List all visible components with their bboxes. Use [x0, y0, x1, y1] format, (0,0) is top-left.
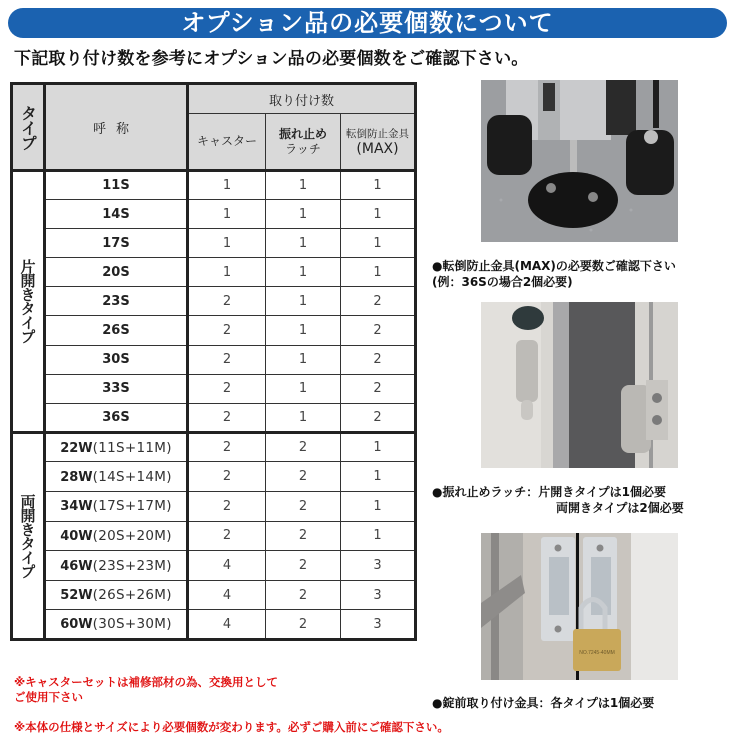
- model-composition: (14S+14M): [92, 468, 172, 485]
- latch-count: 1: [266, 345, 341, 374]
- model-code: 52W: [60, 588, 93, 604]
- anti-tip-count: 1: [341, 492, 416, 522]
- anti-tip-count: 2: [341, 316, 416, 345]
- table-row: [12, 580, 416, 610]
- padlock-engraving: NO.7245-40MM: [579, 650, 615, 656]
- model-name-cell: [45, 229, 188, 258]
- model-code: 46W: [60, 558, 93, 574]
- model-name-cell: [45, 287, 188, 316]
- caster-count: 4: [188, 551, 266, 581]
- caster-note: [14, 675, 278, 705]
- caster-count: 4: [188, 580, 266, 610]
- anti-tip-count: 1: [341, 200, 416, 229]
- model-composition: (30S+30M): [92, 616, 172, 633]
- caster-count: 1: [188, 200, 266, 229]
- latch-count: 1: [266, 374, 341, 403]
- type-group-cell: [12, 432, 45, 639]
- header-name: 呼称: [45, 84, 188, 171]
- caster-count: 2: [188, 287, 266, 316]
- latch-count: 1: [266, 287, 341, 316]
- table-row: [12, 551, 416, 581]
- caster-count: 2: [188, 374, 266, 403]
- header-type-label: タイプ: [18, 104, 38, 150]
- latch-caption: [432, 484, 684, 516]
- caster-count: 2: [188, 462, 266, 492]
- model-name-cell: [45, 521, 188, 551]
- anti-tip-bracket-photo: [481, 80, 678, 242]
- caster-note-line2: ご使用下さい: [14, 690, 83, 704]
- anti-tip-bracket-illustration: [481, 80, 678, 242]
- model-name-cell: [45, 580, 188, 610]
- model-code: 34W: [60, 499, 93, 515]
- caster-count: 2: [188, 521, 266, 551]
- anti-tip-count: 1: [341, 432, 416, 462]
- anti-tip-count: 3: [341, 610, 416, 640]
- table-row: [12, 316, 416, 345]
- caster-count: 1: [188, 171, 266, 200]
- anti-tip-count: 2: [341, 403, 416, 432]
- padlock-caption: [432, 695, 654, 711]
- latch-count: 2: [266, 432, 341, 462]
- table-row: [12, 171, 416, 200]
- latch-count: 1: [266, 403, 341, 432]
- table-row: [12, 258, 416, 287]
- model-code: 11S: [102, 178, 130, 194]
- latch-count: 1: [266, 316, 341, 345]
- header-caster: キャスター: [188, 114, 266, 171]
- caster-count: 2: [188, 492, 266, 522]
- padlock-caption-line1: ●錠前取り付け金具：各タイプは1個必要: [432, 696, 655, 710]
- table-row: [12, 229, 416, 258]
- model-code: 23S: [102, 293, 130, 309]
- model-code: 22W: [60, 440, 93, 456]
- anti-tip-count: 1: [341, 171, 416, 200]
- latch-count: 1: [266, 229, 341, 258]
- anti-tip-count: 2: [341, 374, 416, 403]
- latch-count: 2: [266, 610, 341, 640]
- caster-count: 2: [188, 432, 266, 462]
- anti-tip-count: 2: [341, 287, 416, 316]
- model-code: 20S: [102, 264, 130, 280]
- model-name-cell: [45, 492, 188, 522]
- caster-count: 2: [188, 345, 266, 374]
- table-body: [12, 171, 416, 640]
- caster-count: 1: [188, 258, 266, 287]
- anti-tip-caption: [432, 258, 676, 290]
- latch-count: 1: [266, 171, 341, 200]
- caster-count: 1: [188, 229, 266, 258]
- model-name-cell: [45, 200, 188, 229]
- model-name-cell: [45, 432, 188, 462]
- caster-count: 2: [188, 316, 266, 345]
- latch-count: 2: [266, 492, 341, 522]
- model-code: 36S: [102, 409, 130, 425]
- latch-count: 2: [266, 551, 341, 581]
- model-composition: (11S+11M): [92, 439, 172, 456]
- spec-note: ※本体の仕様とサイズにより必要個数が変わります。必ずご購入前にご確認下さい。: [14, 720, 449, 734]
- anti-tip-count: 3: [341, 580, 416, 610]
- model-composition: (17S+17M): [92, 498, 172, 515]
- anti-tip-count: 1: [341, 258, 416, 287]
- table-row: [12, 345, 416, 374]
- model-code: 30S: [102, 352, 130, 368]
- caster-note-line1: ※キャスターセットは補修部材の為、交換用として: [14, 675, 278, 689]
- latch-count: 1: [266, 258, 341, 287]
- caster-count: 4: [188, 610, 266, 640]
- model-code: 60W: [60, 617, 93, 633]
- anti-tip-count: 1: [341, 229, 416, 258]
- model-code: 28W: [60, 469, 93, 485]
- type-group-label: 片開きタイプ: [18, 259, 37, 344]
- header-anti-tip-line1: 転倒防止金具: [346, 127, 409, 140]
- model-composition: (26S+26M): [92, 587, 172, 604]
- type-group-cell: [12, 171, 45, 433]
- anti-tip-caption-line1: ●転倒防止金具(MAX)の必要数ご確認下さい: [432, 259, 676, 273]
- title-banner: [8, 8, 727, 38]
- table-row: [12, 492, 416, 522]
- table-row: [12, 374, 416, 403]
- model-name-cell: [45, 403, 188, 432]
- page-title: オプション品の必要個数について: [181, 9, 554, 37]
- model-name-cell: [45, 171, 188, 200]
- latch-count: 2: [266, 580, 341, 610]
- model-composition: (23S+23M): [92, 557, 172, 574]
- table-row: [12, 200, 416, 229]
- anti-tip-count: 1: [341, 521, 416, 551]
- subtitle: 下記取り付け数を参考にオプション品の必要個数をご確認下さい。: [14, 49, 529, 69]
- header-anti-tip-line2: (MAX): [356, 140, 399, 157]
- anti-tip-count: 3: [341, 551, 416, 581]
- table-row: [12, 287, 416, 316]
- latch-illustration: [481, 302, 678, 468]
- model-composition: (20S+20M): [92, 527, 172, 544]
- padlock-bracket-illustration: [481, 533, 678, 680]
- anti-tip-count: 2: [341, 345, 416, 374]
- latch-caption-line2: 両開きタイプは2個必要: [556, 501, 684, 515]
- header-latch: [266, 114, 341, 171]
- model-name-cell: [45, 462, 188, 492]
- latch-count: 1: [266, 200, 341, 229]
- header-type: [12, 84, 45, 171]
- table-row: [12, 521, 416, 551]
- model-code: 33S: [102, 381, 130, 397]
- anti-tip-count: 1: [341, 462, 416, 492]
- model-name-cell: [45, 610, 188, 640]
- caster-count: 2: [188, 403, 266, 432]
- table-row: [12, 432, 416, 462]
- latch-photo: [481, 302, 678, 468]
- header-install-count: 取り付け数: [188, 84, 416, 114]
- model-name-cell: [45, 345, 188, 374]
- table-row: [12, 462, 416, 492]
- model-name-cell: [45, 374, 188, 403]
- model-name-cell: [45, 258, 188, 287]
- table-row: [12, 403, 416, 432]
- padlock-bracket-photo: [481, 533, 678, 680]
- option-count-table: [10, 82, 417, 641]
- model-code: 26S: [102, 323, 130, 339]
- latch-count: 2: [266, 462, 341, 492]
- model-name-cell: [45, 551, 188, 581]
- latch-caption-line1: ●振れ止めラッチ：片開きタイプは1個必要: [432, 485, 666, 499]
- anti-tip-caption-line2: (例：36Sの場合2個必要): [432, 275, 573, 289]
- header-anti-tip: [341, 114, 416, 171]
- model-code: 40W: [60, 528, 93, 544]
- model-code: 17S: [102, 235, 130, 251]
- header-latch-line1: 振れ止め: [278, 126, 327, 141]
- table-row: [12, 610, 416, 640]
- model-name-cell: [45, 316, 188, 345]
- model-code: 14S: [102, 206, 130, 222]
- header-latch-line2: ラッチ: [285, 141, 321, 156]
- type-group-label: 両開きタイプ: [18, 493, 37, 578]
- latch-count: 2: [266, 521, 341, 551]
